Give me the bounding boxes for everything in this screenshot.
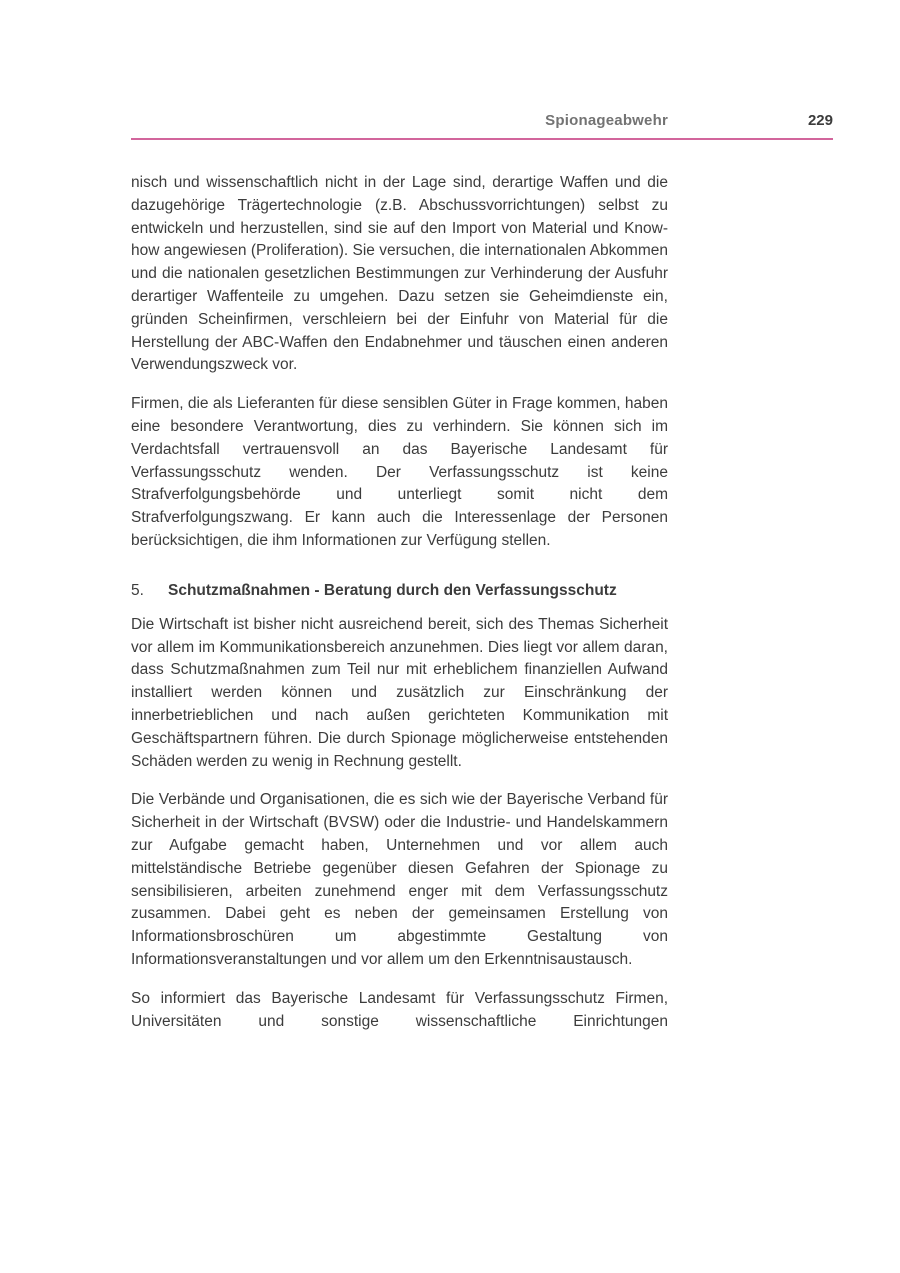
paragraph: nisch und wissenschaftlich nicht in der Lage sind, derartige Waffen und die dazugehörige Trägertechnologie (z.B. Abschussvorrichtungen) selbst zu entwickeln und herzustellen, sind sie auf den Import von Material und Know-how angewiesen (Proliferation). Sie versuchen, die internationalen Abkommen und die nationalen gesetzlichen Bestimmungen zur Verhinderung der Ausfuhr derartiger Waffenteile zu umgehen. Dazu setzen sie Geheimdienste ein, gründen Scheinfirmen, verschleiern bei der Einfuhr von Material für die Herstellung der ABC-Waffen den Endabnehmer und täuschen einen anderen Verwendungszweck vor. — [131, 174, 668, 374]
section-heading-title: Schutzmaßnahmen - Beratung durch den Verfassungsschutz — [168, 581, 617, 599]
paragraph: Firmen, die als Lieferanten für diese sensiblen Güter in Frage kommen, haben eine besondere Verantwortung, dies zu verhindern. Sie können sich im Verdachtsfall vertrauensvoll an das Bayerische Landesamt für Verfassungsschutz wenden. Der Verfassungsschutz ist keine Strafverfolgungsbehörde und unterliegt somit nicht dem Strafverfolgungszwang. Er kann auch die Interessenlage der Personen berücksichtigen, die ihm Informationen zur Verfügung stellen. — [131, 395, 668, 549]
section-heading-number: 5. — [131, 581, 144, 599]
section-heading — [131, 579, 668, 602]
page-header — [131, 112, 833, 140]
paragraph: Die Verbände und Organisationen, die es sich wie der Bayerische Verband für Sicherheit in der Wirtschaft (BVSW) oder die Industrie- und Handelskammern zur Aufgabe gemacht haben, Unternehmen und vor allem auch mittelständische Betriebe gegenüber diesen Gefahren der Spionage zu sensibilisieren, arbeiten zunehmend enger mit dem Verfassungsschutz zusammen. Dabei geht es neben der gemeinsamen Erstellung von Informationsbroschüren um abgestimmte Gestaltung von Informationsveranstaltungen und vor allem um den Erkenntnisaustausch. — [131, 791, 668, 968]
paragraph: So informiert das Bayerische Landesamt für Verfassungsschutz Firmen, Universitäten und sonstige wissenschaftliche Einrichtungen — [131, 989, 668, 1030]
page-content — [131, 172, 668, 1049]
paragraph: Die Wirtschaft ist bisher nicht ausreichend bereit, sich des Themas Sicherheit vor allem im Kommunikationsbereich anzunehmen. Dies liegt vor allem daran, dass Schutzmaßnahmen zum Teil nur mit erheblichem finanziellen Aufwand installiert werden können und zusätzlich zur Einschränkung der innerbetrieblichen und nach außen gerichteten Kommunikation mit Geschäftspartnern führen. Die durch Spionage möglicherweise entstehenden Schäden werden zu wenig in Rechnung gestellt. — [131, 615, 668, 770]
running-head-section-title: Spionageabwehr — [545, 112, 668, 129]
page-number: 229 — [807, 112, 833, 129]
